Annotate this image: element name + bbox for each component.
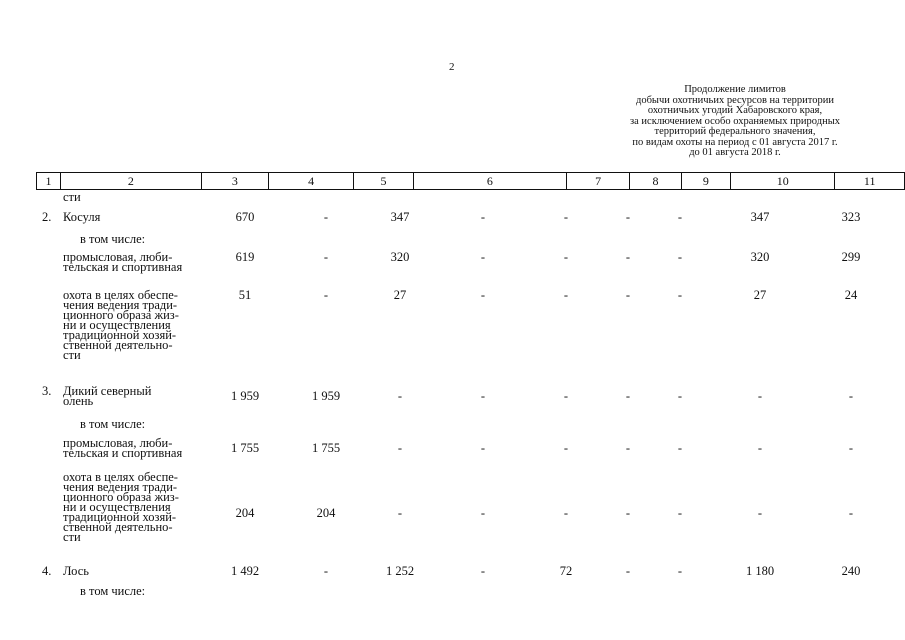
row-value-col-11: - — [848, 389, 854, 403]
header-col-6: 6 — [413, 173, 566, 190]
row-value-col-6: - — [480, 288, 486, 302]
row-value-col-10: 320 — [750, 250, 770, 264]
row-value-col-9: - — [677, 389, 683, 403]
row-label-line: в том числе: — [80, 232, 146, 246]
row-label — [63, 438, 182, 458]
row-value-col-9: - — [677, 506, 683, 520]
row-label — [63, 386, 151, 406]
row-label-line: в том числе: — [80, 417, 146, 431]
row-value-col-4: - — [323, 288, 329, 302]
row-value-col-3: 670 — [235, 210, 255, 224]
row-value-col-6: - — [480, 250, 486, 264]
row-value-col-5: 1 252 — [385, 564, 415, 578]
row-fragment: сти — [63, 190, 81, 204]
header-col-7: 7 — [566, 173, 630, 190]
row-value-col-5: - — [397, 389, 403, 403]
row-value-col-10: - — [757, 506, 763, 520]
row-value-col-11: 323 — [841, 210, 861, 224]
row-label-line: промысловая, люби- — [63, 436, 173, 450]
row-value-col-5: - — [397, 506, 403, 520]
row-value-col-8: - — [625, 250, 631, 264]
row-value-col-6: - — [480, 564, 486, 578]
row-label — [63, 212, 100, 222]
row-value-col-7: - — [563, 506, 569, 520]
row-value-col-3: 1 959 — [230, 389, 260, 403]
caption-line: за исключением особо охраняемых природных — [629, 115, 841, 127]
row-value-col-7: 72 — [559, 564, 573, 578]
row-label-line: Косуля — [63, 210, 101, 224]
header-col-10: 10 — [731, 173, 835, 190]
row-value-col-11: 299 — [841, 250, 861, 264]
row-value-col-5: - — [397, 441, 403, 455]
row-value-col-7: - — [563, 389, 569, 403]
row-label-line: ственной деятельно- — [63, 338, 173, 352]
row-label-line: чения ведения тради- — [63, 298, 178, 312]
row-value-col-9: - — [677, 250, 683, 264]
row-label-line: в том числе: — [80, 584, 146, 598]
row-label-line: тельская и спортивная — [63, 446, 183, 460]
row-value-col-3: 619 — [235, 250, 255, 264]
row-label-line: традиционной хозяй- — [63, 510, 177, 524]
header-col-8: 8 — [630, 173, 681, 190]
row-value-col-8: - — [625, 441, 631, 455]
row-label-line: Дикий северный — [63, 384, 152, 398]
page-number: 2 — [449, 61, 455, 73]
caption-line: до 01 августа 2018 г. — [689, 147, 781, 158]
caption-line: по видам охоты на период с 01 августа 2017 г. — [632, 136, 838, 148]
row-label-line: ни и осуществления — [63, 500, 171, 514]
row-value-col-9: - — [677, 441, 683, 455]
caption-line: Продолжение лимитов — [684, 84, 786, 95]
row-value-col-9: - — [677, 288, 683, 302]
row-value-col-10: 27 — [753, 288, 767, 302]
row-number: 3. — [42, 384, 52, 398]
row-value-col-4: - — [323, 210, 329, 224]
row-value-col-8: - — [625, 564, 631, 578]
row-value-col-3: 1 755 — [230, 441, 260, 455]
row-label-line: ни и осуществления — [63, 318, 171, 332]
row-value-col-6: - — [480, 389, 486, 403]
row-value-col-11: - — [848, 506, 854, 520]
header-col-5: 5 — [354, 173, 414, 190]
row-value-col-7: - — [563, 250, 569, 264]
row-value-col-4: 1 755 — [311, 441, 341, 455]
row-label-line: сти — [63, 348, 81, 362]
header-col-2: 2 — [60, 173, 201, 190]
row-value-col-5: 27 — [393, 288, 407, 302]
row-label — [63, 252, 182, 272]
header-col-11: 11 — [835, 173, 905, 190]
row-label — [63, 290, 179, 360]
row-value-col-8: - — [625, 288, 631, 302]
row-label-line: охота в целях обеспе- — [63, 470, 178, 484]
row-label-line: ционного образа жиз- — [63, 308, 179, 322]
row-value-col-4: 204 — [316, 506, 336, 520]
row-value-col-7: - — [563, 210, 569, 224]
row-value-col-9: - — [677, 564, 683, 578]
row-label — [63, 472, 179, 542]
row-label — [80, 586, 145, 596]
row-label-line: охота в целях обеспе- — [63, 288, 178, 302]
row-label-line: традиционной хозяй- — [63, 328, 177, 342]
row-value-col-11: 240 — [841, 564, 861, 578]
row-value-col-7: - — [563, 441, 569, 455]
row-label-line: ственной деятельно- — [63, 520, 173, 534]
header-col-9: 9 — [681, 173, 730, 190]
row-value-col-5: 320 — [390, 250, 410, 264]
row-value-col-3: 204 — [235, 506, 255, 520]
row-label-line: тельская и спортивная — [63, 260, 183, 274]
row-value-col-11: 24 — [844, 288, 858, 302]
caption-line: территорий федерального значения, — [654, 126, 816, 137]
row-number: 4. — [42, 564, 52, 578]
row-value-col-7: - — [563, 288, 569, 302]
row-value-col-8: - — [625, 389, 631, 403]
row-value-col-6: - — [480, 210, 486, 224]
caption-line: добычи охотничьих ресурсов на территории — [635, 94, 834, 106]
row-value-col-10: - — [757, 441, 763, 455]
row-value-col-3: 51 — [238, 288, 252, 302]
header-col-1: 1 — [37, 173, 61, 190]
row-label — [80, 234, 145, 244]
row-value-col-10: - — [757, 389, 763, 403]
caption-line: охотничьих угодий Хабаровского края, — [647, 105, 823, 116]
row-label — [63, 566, 89, 576]
row-label-line: ционного образа жиз- — [63, 490, 179, 504]
row-label-line: сти — [63, 530, 81, 544]
row-number: 2. — [42, 210, 52, 224]
row-value-col-3: 1 492 — [230, 564, 260, 578]
row-value-col-9: - — [677, 210, 683, 224]
row-value-col-4: - — [323, 564, 329, 578]
row-value-col-5: 347 — [390, 210, 410, 224]
row-value-col-6: - — [480, 506, 486, 520]
row-label-line: промысловая, люби- — [63, 250, 173, 264]
row-value-col-8: - — [625, 210, 631, 224]
row-value-col-10: 1 180 — [745, 564, 775, 578]
row-value-col-6: - — [480, 441, 486, 455]
header-col-4: 4 — [268, 173, 353, 190]
row-value-col-4: 1 959 — [311, 389, 341, 403]
row-label-line: чения ведения тради- — [63, 480, 178, 494]
row-label-line: Лось — [63, 564, 89, 578]
row-label-line: олень — [63, 394, 94, 408]
row-value-col-10: 347 — [750, 210, 770, 224]
row-value-col-8: - — [625, 506, 631, 520]
row-value-col-4: - — [323, 250, 329, 264]
row-value-col-11: - — [848, 441, 854, 455]
header-col-3: 3 — [201, 173, 268, 190]
row-label — [80, 419, 145, 429]
